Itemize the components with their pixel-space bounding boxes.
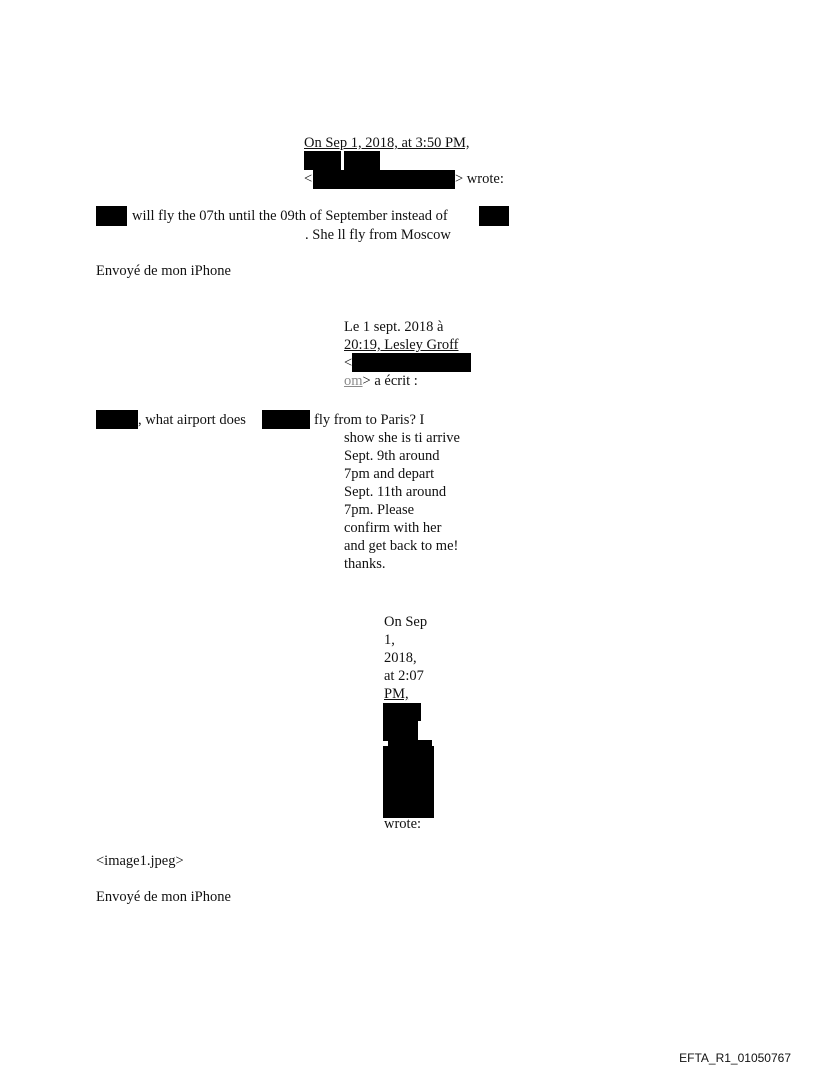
redaction-block	[479, 206, 509, 226]
redaction-block	[352, 353, 471, 372]
signature-2: Envoyé de mon iPhone	[96, 889, 231, 905]
redaction-block	[262, 410, 310, 429]
header3-line: PM,	[384, 686, 409, 702]
body2-part1: , what airport does	[138, 412, 246, 428]
redaction-block	[96, 410, 138, 429]
header2-ecrit: > a écrit :	[362, 373, 418, 389]
body2-line: 7pm. Please	[344, 502, 415, 518]
body2-line: and get back to me!	[344, 538, 459, 554]
redaction-block	[96, 206, 127, 226]
header2-line-2: 20:19, Lesley Groff	[344, 337, 459, 353]
body2-line: Sept. 11th around	[344, 484, 447, 500]
header1-wrote: > wrote:	[455, 171, 504, 187]
header3-line: 1,	[384, 632, 395, 648]
header1-lt: <	[304, 171, 313, 187]
header1-date-line: On Sep 1, 2018, at 3:50 PM,	[304, 135, 470, 151]
document-id: EFTA_R1_01050767	[679, 1051, 791, 1065]
header3-line: 2018,	[384, 650, 417, 666]
header3-line: at 2:07	[384, 668, 424, 684]
body2-line: confirm with her	[344, 520, 442, 536]
body2-line: thanks.	[344, 556, 386, 572]
header3-wrote: wrote:	[384, 816, 422, 832]
attachment-name: <image1.jpeg>	[96, 853, 184, 869]
body2-line: 7pm and depart	[344, 466, 435, 482]
header2-line-1: Le 1 sept. 2018 à	[344, 319, 444, 335]
body1-line2: . She ll fly from Moscow	[305, 227, 451, 243]
signature-1: Envoyé de mon iPhone	[96, 263, 231, 279]
body2-line: show she is ti arrive	[344, 430, 460, 446]
redaction-block	[304, 151, 341, 170]
email-link[interactable]: om	[344, 373, 363, 389]
redaction-block	[383, 721, 418, 741]
body1-line1: will fly the 07th until the 09th of September instead of	[132, 208, 448, 224]
header2-lt: <	[344, 355, 353, 371]
redaction-block	[344, 151, 380, 170]
body2-line: Sept. 9th around	[344, 448, 440, 464]
body2-part2: fly from to Paris? I	[314, 412, 425, 428]
redaction-block	[383, 703, 421, 721]
redaction-block	[383, 746, 434, 818]
header3-line: On Sep	[384, 614, 428, 630]
redaction-block	[313, 170, 455, 189]
